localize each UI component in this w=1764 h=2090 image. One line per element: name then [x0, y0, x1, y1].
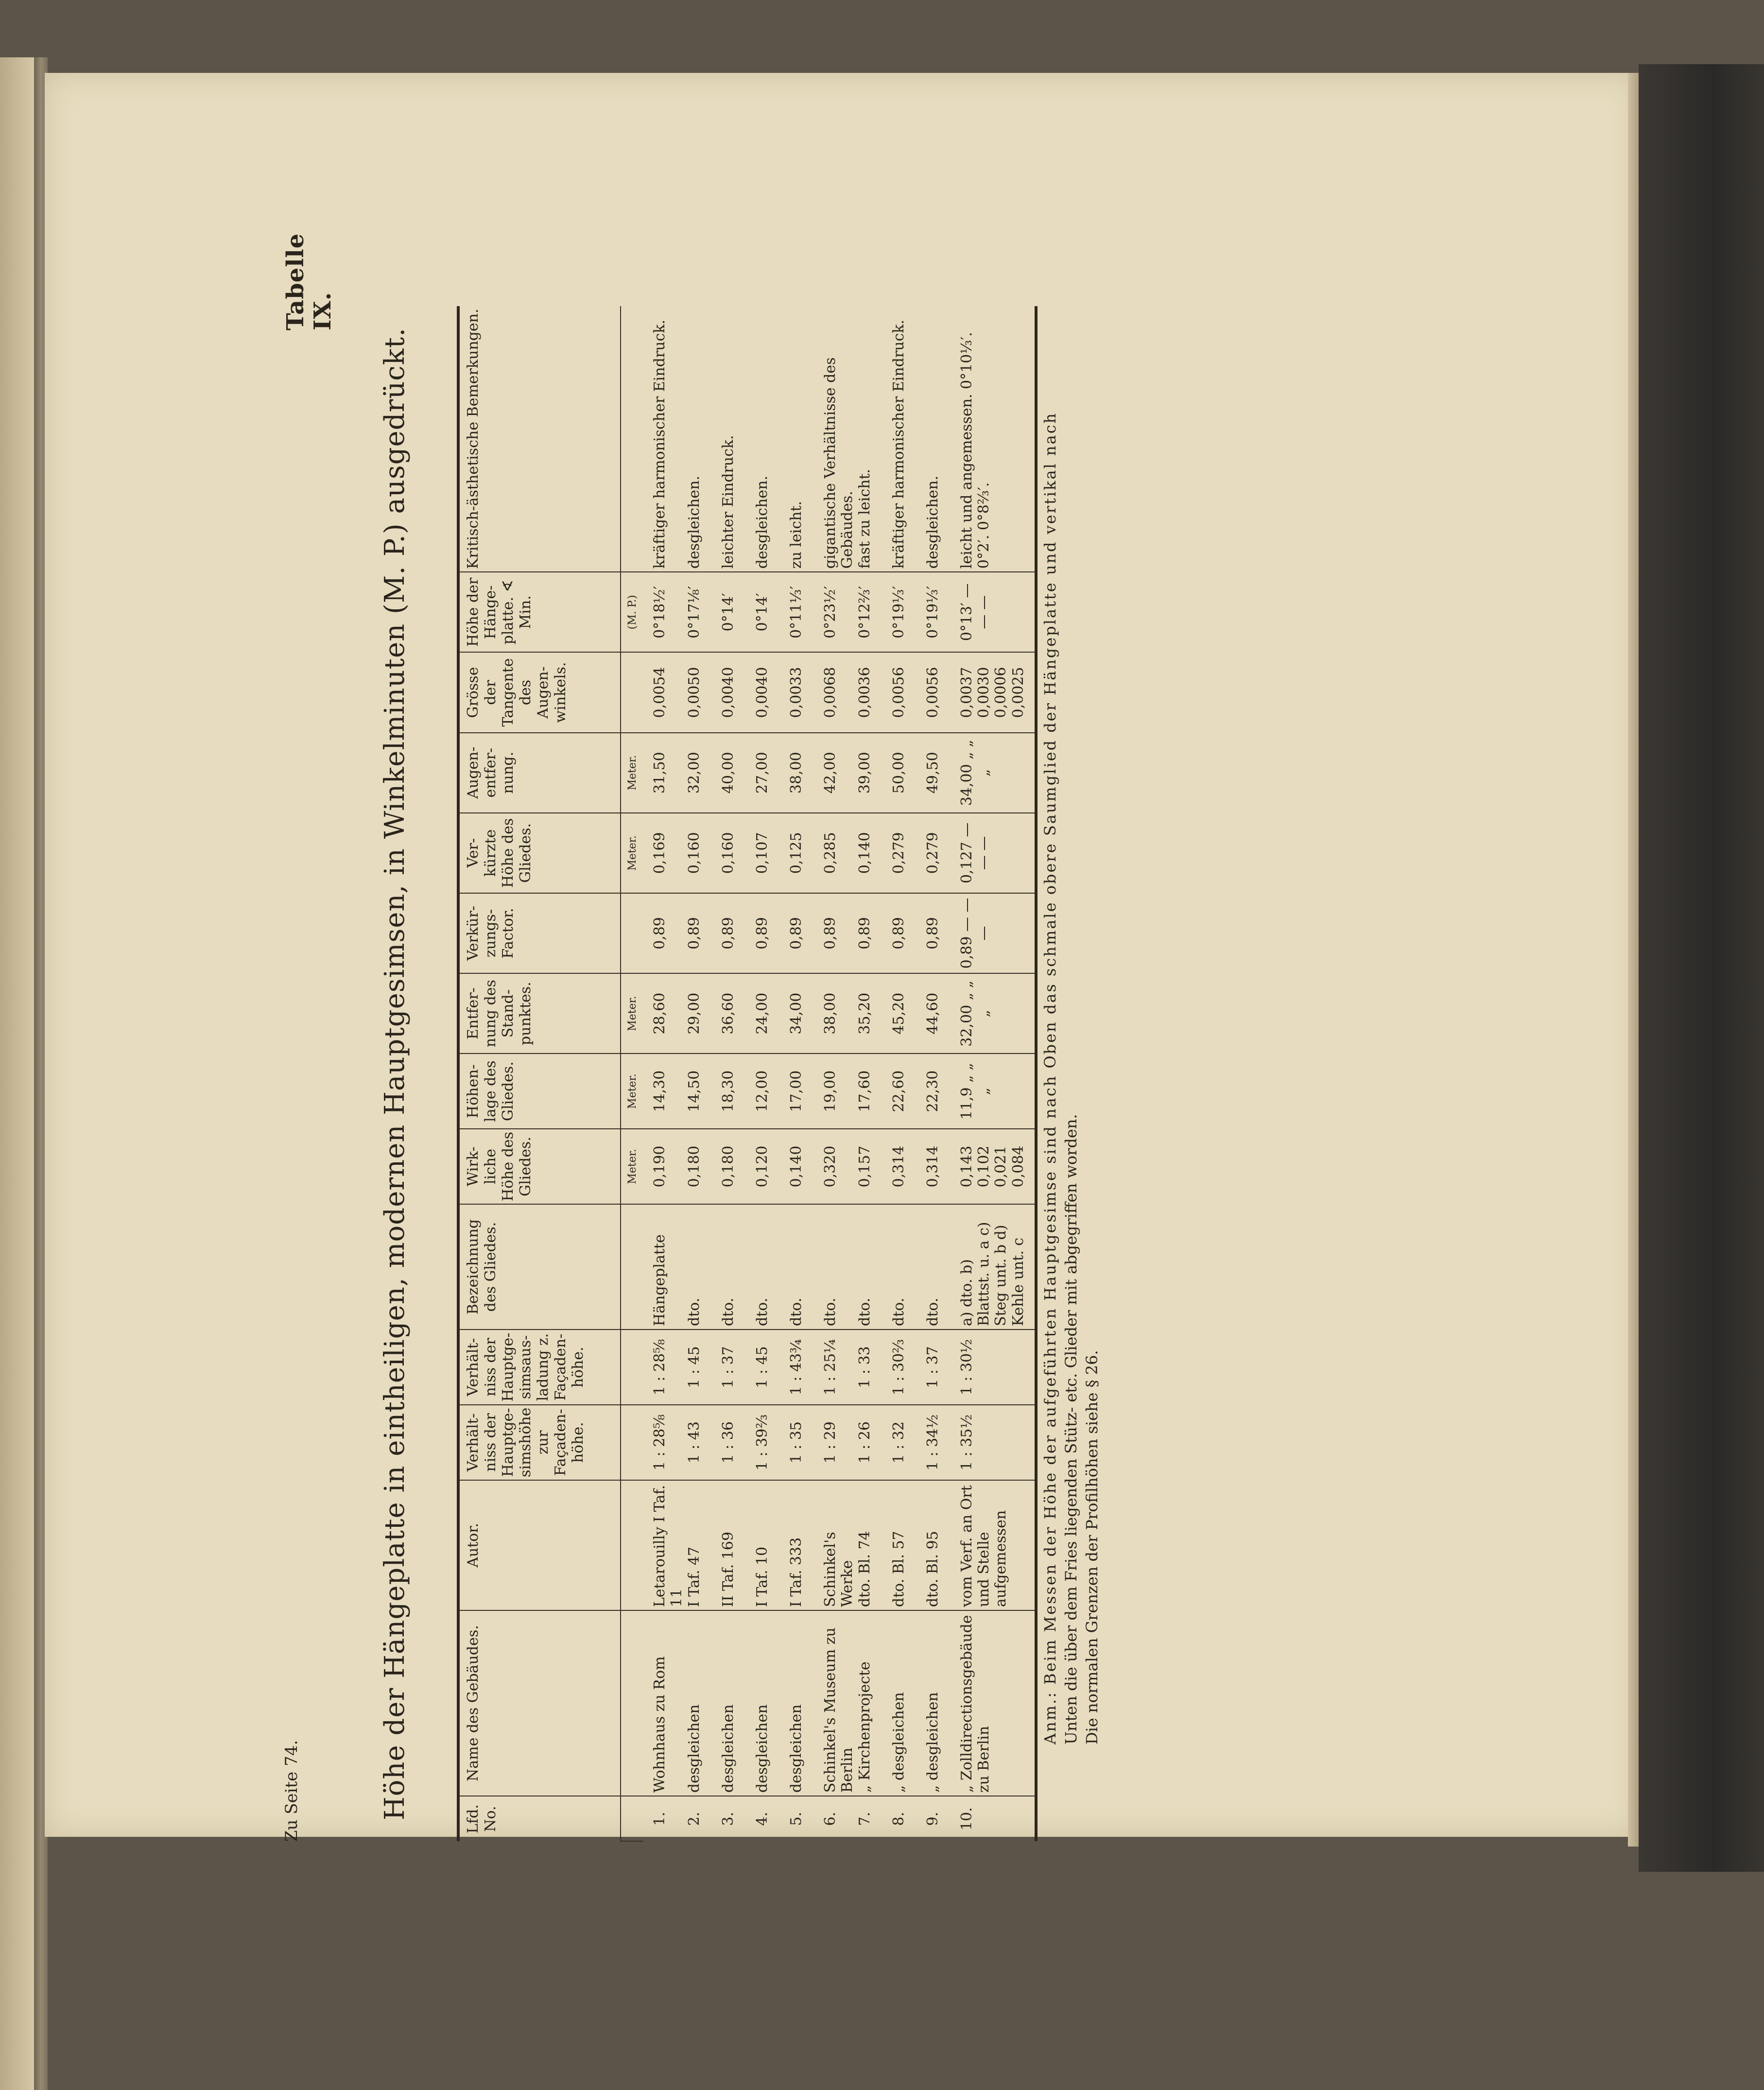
cell-glied: a) dto. b) Blattst. u. a c) Steg unt. b d) Kehle unt. c	[958, 1204, 1037, 1330]
cell-name: „ Kirchenprojecte	[856, 1610, 890, 1796]
cell-wh: 0,320	[822, 1129, 856, 1204]
cell-autor: I Taf. 47	[686, 1480, 720, 1610]
cell-hp: 0°23½′	[822, 572, 856, 652]
unit-cell	[621, 1330, 643, 1405]
cell-v1: 1 : 43	[686, 1405, 720, 1480]
cell-vf: 0,89	[720, 893, 754, 973]
header-row	[458, 306, 621, 1841]
cell-vk: 0,279	[924, 813, 958, 893]
cell-v1: 1 : 29	[822, 1405, 856, 1480]
cell-hl: 12,00	[754, 1054, 788, 1129]
cell-bem: leichter Eindruck.	[720, 306, 754, 572]
cell-wh: 0,180	[720, 1129, 754, 1204]
cell-tang: 0,0068	[822, 652, 856, 732]
table-row	[890, 306, 924, 1841]
column-header: Verhält-niss der Hauptge-simshöhe zur Façaden-höhe.	[458, 1405, 621, 1480]
cell-wh: 0,157	[856, 1129, 890, 1204]
cell-auge: 39,00	[856, 733, 890, 813]
unit-cell	[621, 1796, 643, 1841]
cell-name: desgleichen	[720, 1610, 754, 1796]
cell-hl: 14,30	[643, 1054, 686, 1129]
cell-ent: 28,60	[643, 973, 686, 1054]
cell-v2: 1 : 45	[686, 1330, 720, 1405]
unit-cell: Meter.	[621, 733, 643, 813]
cell-hl: 11,9 „ „ „	[958, 1054, 1037, 1129]
cell-no: 10.	[958, 1796, 1037, 1841]
cell-glied: dto.	[720, 1204, 754, 1330]
cell-hp: 0°19⅓′	[924, 572, 958, 652]
cell-name: „ desgleichen	[890, 1610, 924, 1796]
cell-hl: 22,60	[890, 1054, 924, 1129]
cell-auge: 32,00	[686, 733, 720, 813]
cell-name: desgleichen	[788, 1610, 822, 1796]
cell-vf: 0,89	[686, 893, 720, 973]
column-header: Grösse der Tangente des Augen-winkels.	[458, 652, 621, 732]
table-number: Tabelle IX.	[282, 233, 336, 330]
cell-wh: 0,314	[924, 1129, 958, 1204]
table-row	[754, 306, 788, 1841]
footnote-line-1: Anm.: Beim Messen der Höhe der aufgeführten Hauptgesimse sind nach Oben das schmale obere Saumglied der Hängeplatte und vertikal nach	[1041, 412, 1059, 1745]
cell-no: 1.	[651, 1812, 668, 1826]
cell-vk: 0,127 — — —	[958, 813, 1037, 893]
cell-tang: 0,0056	[924, 652, 958, 732]
cell-glied: dto.	[890, 1204, 924, 1330]
cell-bem: zu leicht.	[788, 306, 822, 572]
cell-vk: 0,279	[890, 813, 924, 893]
cell-no: 9.	[924, 1812, 941, 1826]
cell-autor: Schinkel's Werke	[822, 1480, 856, 1610]
cell-hp: 0°18½′	[643, 572, 686, 652]
column-header: Kritisch-ästhetische Bemerkungen.	[458, 306, 621, 572]
cell-vk: 0,160	[686, 813, 720, 893]
column-header: Name des Gebäudes.	[458, 1610, 621, 1796]
unit-cell: Meter.	[621, 973, 643, 1054]
cell-name: desgleichen	[686, 1610, 720, 1796]
cell-ent: 34,00	[788, 973, 822, 1054]
footnote-line-2: Unten die über dem Fries liegenden Stütz- etc. Glieder mit abgegriffen worden.	[1062, 1114, 1081, 1745]
page-reference: Zu Seite 74.	[282, 1740, 301, 1842]
cell-v1: 1 : 35	[788, 1405, 822, 1480]
cell-tang: 0,0037 0,0030 0,0006 0,0025	[958, 652, 1037, 732]
unit-cell: Meter.	[621, 1054, 643, 1129]
cell-tang: 0,0054	[643, 652, 686, 732]
column-header: Augen-entfer-nung.	[458, 733, 621, 813]
cell-ent: 29,00	[686, 973, 720, 1054]
column-header: Lfd. No.	[458, 1796, 621, 1841]
cell-glied: dto.	[686, 1204, 720, 1330]
cell-auge: 42,00	[822, 733, 856, 813]
cell-name: Wohnhaus zu Rom	[643, 1610, 686, 1796]
cell-glied: dto.	[754, 1204, 788, 1330]
cell-hl: 19,00	[822, 1054, 856, 1129]
cell-v2: 1 : 28⅝	[643, 1330, 686, 1405]
cell-no: 3.	[719, 1812, 737, 1826]
cell-hp: 0°14′	[720, 572, 754, 652]
cell-vk: 0,140	[856, 813, 890, 893]
table-row	[643, 306, 686, 1841]
cell-bem: desgleichen.	[924, 306, 958, 572]
cell-autor: dto. Bl. 74	[856, 1480, 890, 1610]
cell-v2: 1 : 33	[856, 1330, 890, 1405]
cell-no: 5.	[787, 1812, 805, 1826]
unit-cell: Meter.	[621, 1129, 643, 1204]
column-header: Höhen-lage des Gliedes.	[458, 1054, 621, 1129]
cell-wh: 0,140	[788, 1129, 822, 1204]
cell-bem: leicht und angemessen. 0°10⅓′. 0°2′. 0°8⅔′.	[958, 306, 1037, 572]
cell-auge: 34,00 „ „ „	[958, 733, 1037, 813]
table-row	[924, 306, 958, 1841]
column-header: Wirk-liche Höhe des Gliedes.	[458, 1129, 621, 1204]
cell-autor: vom Verf. an Ort und Stelle aufgemessen	[958, 1480, 1037, 1610]
cell-vf: 0,89	[890, 893, 924, 973]
table-row	[856, 306, 890, 1841]
column-header: Ver-kürzte Höhe des Gliedes.	[458, 813, 621, 893]
cell-v2: 1 : 30½	[958, 1330, 1037, 1405]
cell-ent: 32,00 „ „ „	[958, 973, 1037, 1054]
cell-ent: 38,00	[822, 973, 856, 1054]
cell-tang: 0,0033	[788, 652, 822, 732]
cell-vf: 0,89	[643, 893, 686, 973]
cell-bem: fast zu leicht.	[856, 306, 890, 572]
cell-glied: dto.	[924, 1204, 958, 1330]
cell-ent: 44,60	[924, 973, 958, 1054]
left-page-edge	[0, 57, 34, 2090]
unit-cell	[621, 1204, 643, 1330]
cell-autor: II Taf. 169	[720, 1480, 754, 1610]
cell-v1: 1 : 35½	[958, 1405, 1037, 1480]
cell-name: „ desgleichen	[924, 1610, 958, 1796]
cell-glied: dto.	[856, 1204, 890, 1330]
table-row	[788, 306, 822, 1841]
unit-cell: (M. P.)	[621, 572, 643, 652]
cell-wh: 0,143 0,102 0,021 0,084	[958, 1129, 1037, 1204]
cell-hl: 22,30	[924, 1054, 958, 1129]
cell-vk: 0,285	[822, 813, 856, 893]
cell-glied: dto.	[822, 1204, 856, 1330]
cell-auge: 40,00	[720, 733, 754, 813]
unit-cell	[621, 893, 643, 973]
cell-auge: 31,50	[643, 733, 686, 813]
table-title: Höhe der Hängeplatte in eintheiligen, modernen Hauptgesimsen, in Winkelminuten (M. P.) ausgedrückt.	[379, 327, 411, 1821]
cell-v1: 1 : 28⅝	[643, 1405, 686, 1480]
column-header: Bezeichnung des Gliedes.	[458, 1204, 621, 1330]
cell-v1: 1 : 39⅔	[754, 1405, 788, 1480]
cell-wh: 0,120	[754, 1129, 788, 1204]
cell-v2: 1 : 25¼	[822, 1330, 856, 1405]
cell-tang: 0,0036	[856, 652, 890, 732]
cell-hl: 18,30	[720, 1054, 754, 1129]
cell-autor: I Taf. 333	[788, 1480, 822, 1610]
cell-v2: 1 : 43¾	[788, 1330, 822, 1405]
cell-bem: kräftiger harmonischer Eindruck.	[643, 306, 686, 572]
column-header: Verhält-niss der Hauptge-simsaus-ladung z. Façaden-höhe.	[458, 1330, 621, 1405]
cell-wh: 0,180	[686, 1129, 720, 1204]
book-cover	[1639, 64, 1764, 1872]
table-row	[686, 306, 720, 1841]
cell-tang: 0,0040	[754, 652, 788, 732]
footnote-line-3: Die normalen Grenzen der Profilhöhen siehe § 26.	[1083, 1350, 1102, 1745]
cell-no: 2.	[685, 1812, 703, 1826]
cell-no: 6.	[821, 1812, 839, 1826]
cell-bem: desgleichen.	[754, 306, 788, 572]
rotated-table-sheet	[282, 233, 1132, 1842]
table-row	[720, 306, 754, 1841]
cell-hp: 0°13′ — — —	[958, 572, 1037, 652]
cell-hl: 17,60	[856, 1054, 890, 1129]
cell-ent: 36,60	[720, 973, 754, 1054]
cell-bem: gigantische Verhältnisse des Gebäudes.	[822, 306, 856, 572]
cell-no: 7.	[856, 1812, 873, 1826]
cell-hl: 17,00	[788, 1054, 822, 1129]
cell-wh: 0,314	[890, 1129, 924, 1204]
cell-ent: 35,20	[856, 973, 890, 1054]
table-row	[958, 306, 1037, 1841]
table-row	[822, 306, 856, 1841]
column-header: Höhe der Hänge-platte. ∢ Min.	[458, 572, 621, 652]
cell-no: 4.	[753, 1812, 771, 1826]
cell-name: desgleichen	[754, 1610, 788, 1796]
cell-auge: 38,00	[788, 733, 822, 813]
cell-vf: 0,89 — — —	[958, 893, 1037, 973]
column-header: Entfer-nung des Stand-punktes.	[458, 973, 621, 1054]
cell-autor: dto. Bl. 57	[890, 1480, 924, 1610]
cell-auge: 49,50	[924, 733, 958, 813]
cell-hp: 0°11⅓′	[788, 572, 822, 652]
cell-glied: Hängeplatte	[643, 1204, 686, 1330]
cell-tang: 0,0050	[686, 652, 720, 732]
unit-cell	[621, 1405, 643, 1480]
cell-hp: 0°14′	[754, 572, 788, 652]
cell-vk: 0,125	[788, 813, 822, 893]
cell-no: 8.	[890, 1812, 907, 1826]
cell-v2: 1 : 37	[720, 1330, 754, 1405]
cell-bem: desgleichen.	[686, 306, 720, 572]
cell-vk: 0,160	[720, 813, 754, 893]
cell-vf: 0,89	[856, 893, 890, 973]
cell-v2: 1 : 45	[754, 1330, 788, 1405]
column-header: Verkür-zungs-Factor.	[458, 893, 621, 973]
cell-vk: 0,107	[754, 813, 788, 893]
cell-vf: 0,89	[822, 893, 856, 973]
cell-v1: 1 : 34½	[924, 1405, 958, 1480]
unit-cell: Meter.	[621, 813, 643, 893]
column-header: Autor.	[458, 1480, 621, 1610]
cell-autor: I Taf. 10	[754, 1480, 788, 1610]
cell-v2: 1 : 37	[924, 1330, 958, 1405]
cell-wh: 0,190	[643, 1129, 686, 1204]
unit-cell	[621, 1480, 643, 1610]
cell-hp: 0°17⅛′	[686, 572, 720, 652]
cell-hp: 0°19⅓′	[890, 572, 924, 652]
cell-vf: 0,89	[754, 893, 788, 973]
cell-ent: 24,00	[754, 973, 788, 1054]
cell-autor: dto. Bl. 95	[924, 1480, 958, 1610]
cell-vk: 0,169	[643, 813, 686, 893]
cell-v2: 1 : 30⅔	[890, 1330, 924, 1405]
table-body	[643, 306, 1036, 1841]
cell-bem: kräftiger harmonischer Eindruck.	[890, 306, 924, 572]
cell-vf: 0,89	[924, 893, 958, 973]
cell-v1: 1 : 26	[856, 1405, 890, 1480]
unit-cell	[621, 306, 643, 572]
cell-name: Schinkel's Museum zu Berlin	[822, 1610, 856, 1796]
cell-name: „ Zolldirectionsgebäude zu Berlin	[958, 1610, 1037, 1796]
cell-autor: Letarouilly I Taf. 11	[643, 1480, 686, 1610]
unit-cell	[621, 652, 643, 732]
data-table	[457, 306, 1038, 1842]
unit-cell	[621, 1610, 643, 1796]
cell-v1: 1 : 32	[890, 1405, 924, 1480]
cell-tang: 0,0040	[720, 652, 754, 732]
cell-v1: 1 : 36	[720, 1405, 754, 1480]
cell-ent: 45,20	[890, 973, 924, 1054]
cell-auge: 27,00	[754, 733, 788, 813]
cell-hp: 0°12⅔′	[856, 572, 890, 652]
footnote	[1040, 384, 1103, 1745]
cell-auge: 50,00	[890, 733, 924, 813]
units-row	[621, 306, 643, 1841]
cell-hl: 14,50	[686, 1054, 720, 1129]
cell-vf: 0,89	[788, 893, 822, 973]
cell-glied: dto.	[788, 1204, 822, 1330]
cell-tang: 0,0056	[890, 652, 924, 732]
